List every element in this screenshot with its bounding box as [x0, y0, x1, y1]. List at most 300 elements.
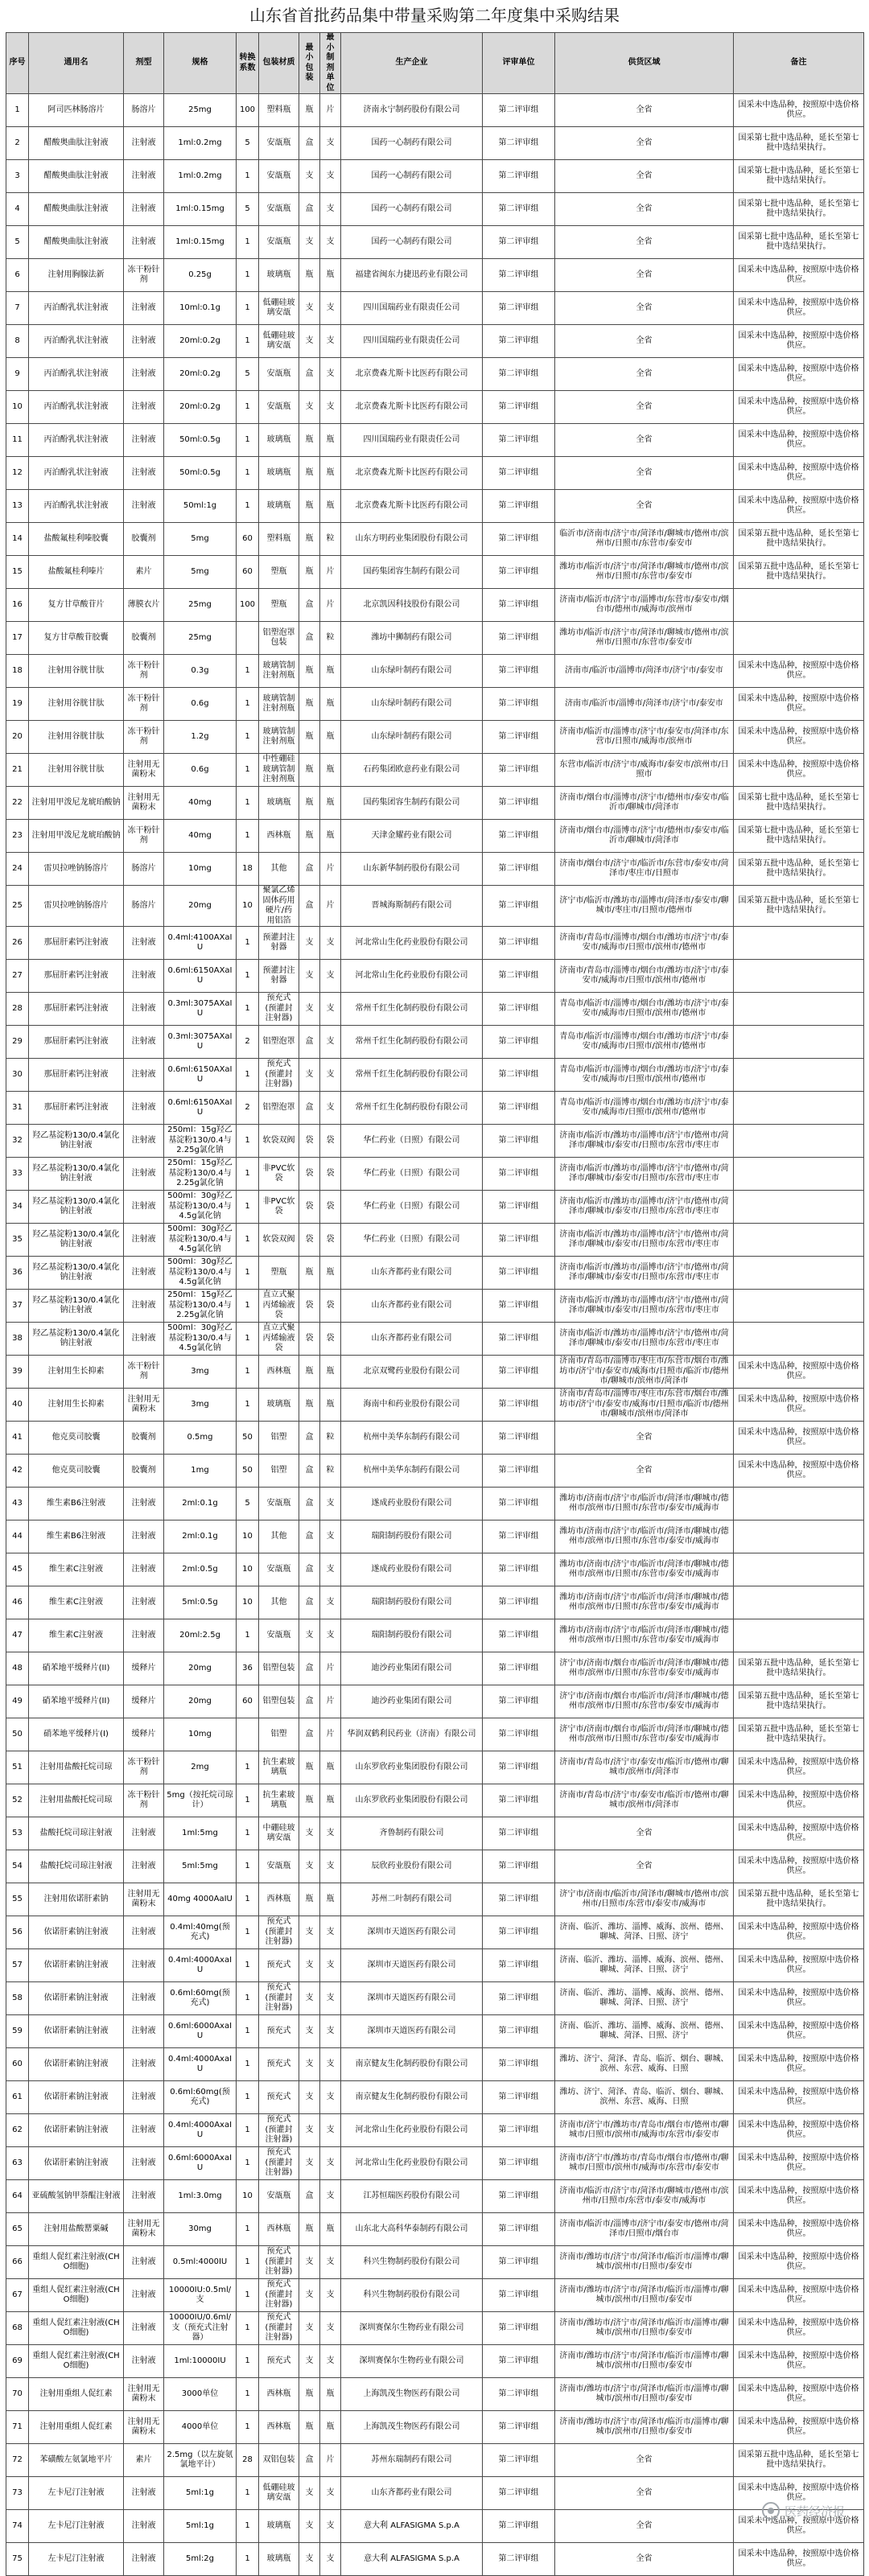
- table-cell: [734, 1257, 864, 1290]
- table-cell: 注射液: [124, 1290, 164, 1323]
- table-cell: 迪沙药业集团有限公司: [341, 1685, 483, 1718]
- table-cell: 维生素C注射液: [29, 1619, 124, 1652]
- table-cell: 注射液: [124, 1949, 164, 1982]
- table-cell: 34: [6, 1191, 29, 1224]
- table-cell: 亚硫酸氢钠甲萘醌注射液: [29, 2180, 124, 2213]
- table-cell: 3mg: [164, 1356, 237, 1389]
- table-cell: 68: [6, 2312, 29, 2345]
- table-cell: 国采未中选品种，按照原中选价格供应。: [734, 424, 864, 457]
- table-cell: 国采未中选品种，按照原中选价格供应。: [734, 2180, 864, 2213]
- table-cell: 瓶: [320, 1751, 341, 1784]
- table-cell: 15: [6, 556, 29, 589]
- table-cell: 第二评审组: [483, 193, 555, 226]
- table-cell: 第二评审组: [483, 556, 555, 589]
- table-cell: 1: [237, 2378, 259, 2411]
- table-cell: 支: [320, 2114, 341, 2147]
- table-row: [6, 259, 864, 292]
- table-cell: 第二评审组: [483, 1290, 555, 1323]
- table-cell: 玻璃管制注射剂瓶: [259, 721, 299, 754]
- table-cell: 支: [320, 127, 341, 160]
- table-cell: 石药集团欧意药业有限公司: [341, 754, 483, 787]
- table-cell: 支: [320, 1026, 341, 1059]
- table-cell: 第二评审组: [483, 721, 555, 754]
- table-cell: 支: [320, 292, 341, 325]
- table-cell: 36: [237, 1652, 259, 1685]
- table-cell: 塑料瓶: [259, 523, 299, 556]
- table-cell: 预灌封注射器: [259, 960, 299, 993]
- table-cell: 上海凯茂生物医药有限公司: [341, 2411, 483, 2444]
- table-header-row: [6, 33, 864, 94]
- table-cell: 5: [237, 127, 259, 160]
- table-cell: 国采未中选品种，按照原中选价格供应。: [734, 688, 864, 721]
- table-cell: 第二评审组: [483, 927, 555, 960]
- table-cell: 20ml:0.2g: [164, 358, 237, 391]
- table-cell: 杭州中美华东制药有限公司: [341, 1422, 483, 1455]
- table-cell: 1: [237, 2411, 259, 2444]
- table-cell: 软袋双阀: [259, 1125, 299, 1158]
- table-cell: 山东齐都药业有限公司: [341, 1323, 483, 1356]
- table-body: [6, 94, 864, 2576]
- table-cell: 低硼硅玻璃安瓿: [259, 292, 299, 325]
- table-cell: 4000单位: [164, 2411, 237, 2444]
- table-cell: 山东齐都药业有限公司: [341, 1290, 483, 1323]
- table-cell: 迪沙药业集团有限公司: [341, 1652, 483, 1685]
- table-cell: 国采未中选品种，按照原中选价格供应。: [734, 2147, 864, 2180]
- table-cell: 济南、临沂、潍坊、淄博、威海、滨州、德州、聊城、菏泽、日照、济宁: [555, 1949, 734, 1982]
- table-cell: 21: [6, 754, 29, 787]
- table-cell: 0.4ml:4000AxaIU: [164, 2114, 237, 2147]
- table-row: [6, 1422, 864, 1455]
- table-cell: 0.6g: [164, 688, 237, 721]
- table-cell: 第二评审组: [483, 886, 555, 927]
- table-cell: 硝苯地平缓释片(II): [29, 1652, 124, 1685]
- table-cell: 软袋双阀: [259, 1224, 299, 1257]
- table-cell: 瓶: [320, 820, 341, 853]
- table-cell: 5: [237, 193, 259, 226]
- table-cell: 40: [6, 1389, 29, 1422]
- table-cell: 第二评审组: [483, 358, 555, 391]
- table-cell: 注射液: [124, 1553, 164, 1586]
- table-cell: 瓶: [320, 1883, 341, 1916]
- table-cell: 35: [6, 1224, 29, 1257]
- table-cell: 铝塑: [259, 1455, 299, 1488]
- table-cell: 1: [237, 1290, 259, 1323]
- table-cell: 第二评审组: [483, 2279, 555, 2312]
- table-cell: 4: [6, 193, 29, 226]
- table-cell: 第二评审组: [483, 688, 555, 721]
- table-cell: 河北常山生化药业股份有限公司: [341, 2114, 483, 2147]
- table-row: [6, 655, 864, 688]
- table-cell: 第二评审组: [483, 2477, 555, 2510]
- table-row: [6, 1619, 864, 1652]
- table-cell: 67: [6, 2279, 29, 2312]
- table-cell: 北京费森尤斯卡比医药有限公司: [341, 391, 483, 424]
- table-cell: 注射液: [124, 2048, 164, 2081]
- table-cell: 支: [320, 1916, 341, 1949]
- table-cell: 第二评审组: [483, 1652, 555, 1685]
- table-cell: 0.6ml:60mg(预充式): [164, 2081, 237, 2114]
- table-cell: 意大利 ALFASIGMA S.p.A: [341, 2510, 483, 2543]
- table-cell: 第二评审组: [483, 2246, 555, 2279]
- table-cell: 第二评审组: [483, 160, 555, 193]
- table-cell: 深圳赛保尔生物药业有限公司: [341, 2345, 483, 2378]
- table-cell: 支: [299, 1059, 320, 1092]
- table-row: [6, 226, 864, 259]
- table-row: [6, 2279, 864, 2312]
- table-cell: 7: [6, 292, 29, 325]
- table-cell: 第二评审组: [483, 1883, 555, 1916]
- table-cell: 山东齐都药业有限公司: [341, 1257, 483, 1290]
- table-cell: 注射液: [124, 325, 164, 358]
- table-row: [6, 2114, 864, 2147]
- table-cell: 玻璃管制注射剂瓶: [259, 655, 299, 688]
- table-cell: 盒: [299, 886, 320, 927]
- table-cell: 济南市/青岛市/淄博市/烟台市/潍坊市/济宁市/泰安市/威海市/日照市/滨州市/德州市: [555, 960, 734, 993]
- table-cell: 国采第五批中选品种，延长至第七批中选结果执行。: [734, 886, 864, 927]
- table-cell: 袋: [320, 1125, 341, 1158]
- table-cell: 20mg: [164, 886, 237, 927]
- table-row: [6, 853, 864, 886]
- table-cell: 安瓿瓶: [259, 1619, 299, 1652]
- table-cell: 塑瓶: [259, 556, 299, 589]
- table-cell: 43: [6, 1488, 29, 1520]
- table-row: [6, 1850, 864, 1883]
- table-cell: 支: [320, 960, 341, 993]
- table-cell: 瓶: [299, 754, 320, 787]
- table-row: [6, 1784, 864, 1817]
- table-cell: 第二评审组: [483, 1586, 555, 1619]
- table-cell: 常州千红生化制药股份有限公司: [341, 993, 483, 1026]
- table-cell: 注射液: [124, 2477, 164, 2510]
- table-cell: 粒: [320, 1455, 341, 1488]
- table-cell: 瓶: [299, 2213, 320, 2246]
- table-row: [6, 688, 864, 721]
- table-cell: 第二评审组: [483, 1323, 555, 1356]
- table-cell: 支: [299, 927, 320, 960]
- table-cell: 济南市/临沂市/潍坊市/淄博市/济宁市/德州市/菏泽市/聊城市/泰安市/日照市/东营市/枣庄市: [555, 1323, 734, 1356]
- table-cell: 0.5ml:4000IU: [164, 2246, 237, 2279]
- table-cell: 1: [237, 226, 259, 259]
- table-cell: 国采未中选品种，按照原中选价格供应。: [734, 1751, 864, 1784]
- table-cell: 支: [320, 2279, 341, 2312]
- table-cell: 1: [237, 1850, 259, 1883]
- table-cell: 塑瓶: [259, 1257, 299, 1290]
- table-cell: 西林瓶: [259, 2213, 299, 2246]
- table-cell: 华仁药业（日照）有限公司: [341, 1224, 483, 1257]
- table-cell: 2: [237, 1092, 259, 1125]
- table-cell: 500ml：30g羟乙基淀粉130/0.4与4.5g氯化钠: [164, 1191, 237, 1224]
- table-cell: 支: [320, 2312, 341, 2345]
- table-cell: 支: [320, 927, 341, 960]
- table-cell: 青岛市/临沂市/淄博市/烟台市/潍坊市/济宁市/泰安市/威海市/日照市/滨州市/德州市: [555, 993, 734, 1026]
- table-cell: 0.6g: [164, 754, 237, 787]
- table-row: [6, 2081, 864, 2114]
- table-cell: 依诺肝素钠注射液: [29, 1982, 124, 2015]
- table-cell: 第二评审组: [483, 655, 555, 688]
- table-cell: 47: [6, 1619, 29, 1652]
- table-cell: 依诺肝素钠注射液: [29, 1916, 124, 1949]
- table-cell: 全省: [555, 2510, 734, 2543]
- table-cell: 第二评审组: [483, 1619, 555, 1652]
- table-cell: 直立式聚丙烯输液袋: [259, 1290, 299, 1323]
- table-cell: 潍坊市/临沂市/济宁市/菏泽市/聊城市/德州市/滨州市/日照市/东营市/泰安市: [555, 556, 734, 589]
- table-cell: 支: [320, 993, 341, 1026]
- table-cell: 冻干粉针剂: [124, 1784, 164, 1817]
- table-row: [6, 2048, 864, 2081]
- table-cell: 山东罗欣药业集团股份有限公司: [341, 1751, 483, 1784]
- table-cell: 袋: [299, 1290, 320, 1323]
- table-cell: 非PVC软袋: [259, 1191, 299, 1224]
- table-cell: 依诺肝素钠注射液: [29, 2114, 124, 2147]
- table-cell: 安瓿瓶: [259, 1553, 299, 1586]
- table-cell: 国采未中选品种，按照原中选价格供应。: [734, 1949, 864, 1982]
- table-cell: 安瓿瓶: [259, 1488, 299, 1520]
- table-row: [6, 787, 864, 820]
- table-cell: 济南市/青岛市/淄博市/枣庄市/东营市/烟台市/潍坊市/济宁市/泰安市/威海市/日照市/临沂市/德州市/聊城市/滨州市/菏泽市: [555, 1389, 734, 1422]
- table-cell: 抗生素玻璃瓶: [259, 1751, 299, 1784]
- table-cell: 1: [237, 2147, 259, 2180]
- table-cell: 45: [6, 1553, 29, 1586]
- table-cell: 国采第七批中选品种，延长至第七批中选结果执行。: [734, 820, 864, 853]
- table-row: [6, 523, 864, 556]
- table-cell: 辰欣药业股份有限公司: [341, 1850, 483, 1883]
- table-cell: 全省: [555, 259, 734, 292]
- table-cell: 支: [299, 1619, 320, 1652]
- table-cell: 国采第五批中选品种，延长至第七批中选结果执行。: [734, 556, 864, 589]
- table-cell: 注射用谷胱甘肽: [29, 754, 124, 787]
- table-row: [6, 2246, 864, 2279]
- table-cell: 支: [320, 2015, 341, 2048]
- table-cell: 注射用无菌粉末: [124, 787, 164, 820]
- table-cell: 潍坊、济宁、菏泽、青岛、临沂、烟台、聊城、滨州、东营、威海、日照: [555, 2081, 734, 2114]
- table-cell: 胶囊剂: [124, 622, 164, 655]
- table-cell: 薄膜衣片: [124, 589, 164, 622]
- table-cell: 支: [299, 1916, 320, 1949]
- table-cell: 全省: [555, 358, 734, 391]
- table-row: [6, 1125, 864, 1158]
- table-cell: 羟乙基淀粉130/0.4氯化钠注射液: [29, 1191, 124, 1224]
- table-cell: 10mg: [164, 853, 237, 886]
- table-cell: 袋: [320, 1323, 341, 1356]
- table-row: [6, 457, 864, 490]
- table-row: [6, 721, 864, 754]
- table-cell: 1: [237, 820, 259, 853]
- table-cell: [734, 1586, 864, 1619]
- table-cell: 5: [237, 358, 259, 391]
- table-cell: 注射液: [124, 292, 164, 325]
- table-cell: 51: [6, 1751, 29, 1784]
- table-cell: 250ml：15g羟乙基淀粉130/0.4与2.25g氯化钠: [164, 1158, 237, 1191]
- table-row: [6, 1356, 864, 1389]
- table-cell: 济宁市/济南市/烟台市/临沂市/菏泽市/聊城市/德州市/滨州市/日照市/东营市/泰安市/威海市: [555, 1718, 734, 1751]
- table-cell: 注射液: [124, 2180, 164, 2213]
- table-cell: 盐酸氟桂利嗪片: [29, 556, 124, 589]
- table-cell: 57: [6, 1949, 29, 1982]
- table-cell: 第二评审组: [483, 292, 555, 325]
- table-cell: 注射用胸腺法新: [29, 259, 124, 292]
- table-cell: 29: [6, 1026, 29, 1059]
- table-cell: 注射液: [124, 1916, 164, 1949]
- table-cell: 注射液: [124, 2345, 164, 2378]
- table-row: [6, 820, 864, 853]
- table-cell: 第二评审组: [483, 993, 555, 1026]
- table-cell: 素片: [124, 2444, 164, 2477]
- col-header: 备注: [734, 33, 864, 94]
- table-cell: 注射液: [124, 1191, 164, 1224]
- table-cell: 铝塑泡罩: [259, 1092, 299, 1125]
- table-cell: 山东新华制药股份有限公司: [341, 853, 483, 886]
- table-cell: 14: [6, 523, 29, 556]
- table-cell: 杭州中美华东制药有限公司: [341, 1455, 483, 1488]
- table-cell: 玻璃瓶: [259, 424, 299, 457]
- table-cell: 全省: [555, 160, 734, 193]
- table-row: [6, 927, 864, 960]
- table-cell: 8: [6, 325, 29, 358]
- table-cell: 片: [320, 853, 341, 886]
- table-cell: 50ml:0.5g: [164, 457, 237, 490]
- table-cell: 直立式聚丙烯输液袋: [259, 1323, 299, 1356]
- table-cell: 瓶: [299, 94, 320, 127]
- table-cell: 国采未中选品种，按照原中选价格供应。: [734, 457, 864, 490]
- table-cell: 铝塑包装: [259, 1652, 299, 1685]
- table-cell: 1: [237, 1224, 259, 1257]
- table-cell: 国采第五批中选品种，延长至第七批中选结果执行。: [734, 1685, 864, 1718]
- table-cell: 5: [6, 226, 29, 259]
- table-cell: 第二评审组: [483, 2114, 555, 2147]
- table-cell: 遂成药业股份有限公司: [341, 1488, 483, 1520]
- table-cell: 国采未中选品种，按照原中选价格供应。: [734, 754, 864, 787]
- table-cell: 国采第七批中选品种，延长至第七批中选结果执行。: [734, 193, 864, 226]
- table-cell: 100: [237, 589, 259, 622]
- table-cell: 国采未中选品种，按照原中选价格供应。: [734, 2213, 864, 2246]
- table-cell: 西林瓶: [259, 2411, 299, 2444]
- table-cell: 第二评审组: [483, 391, 555, 424]
- table-cell: 四川国瑞药业有限责任公司: [341, 325, 483, 358]
- table-cell: 第二评审组: [483, 1784, 555, 1817]
- table-cell: 科兴生物制药股份有限公司: [341, 2279, 483, 2312]
- table-cell: 那屈肝素钙注射液: [29, 1059, 124, 1092]
- table-cell: 国药集团容生制药有限公司: [341, 787, 483, 820]
- table-cell: 20mg: [164, 1685, 237, 1718]
- table-cell: 重组人促红素注射液(CHO细胞): [29, 2279, 124, 2312]
- table-cell: 肠溶片: [124, 886, 164, 927]
- table-cell: 醋酸奥曲肽注射液: [29, 193, 124, 226]
- table-cell: 瓶: [299, 2378, 320, 2411]
- table-cell: 青岛市/临沂市/淄博市/烟台市/潍坊市/济宁市/泰安市/威海市/日照市/滨州市/德州市: [555, 1092, 734, 1125]
- table-cell: 左卡尼汀注射液: [29, 2543, 124, 2576]
- table-cell: 他克莫司胶囊: [29, 1422, 124, 1455]
- table-row: [6, 358, 864, 391]
- table-cell: 56: [6, 1916, 29, 1949]
- table-cell: 国采未中选品种，按照原中选价格供应。: [734, 259, 864, 292]
- table-cell: 青岛市/临沂市/淄博市/烟台市/潍坊市/济宁市/泰安市/威海市/日照市/滨州市/德州市: [555, 1059, 734, 1092]
- table-cell: 支: [320, 1949, 341, 1982]
- table-cell: 注射用无菌粉末: [124, 2411, 164, 2444]
- table-cell: 瓶: [299, 490, 320, 523]
- col-header: 最小制剂单位: [320, 33, 341, 94]
- table-cell: 瓶: [320, 259, 341, 292]
- table-cell: 东营市/临沂市/济宁市/威海市/泰安市/滨州市/日照市: [555, 754, 734, 787]
- table-cell: 支: [320, 2180, 341, 2213]
- table-cell: 1: [237, 2015, 259, 2048]
- table-cell: 支: [299, 160, 320, 193]
- table-cell: 2mg: [164, 1751, 237, 1784]
- table-cell: 瓶: [299, 2411, 320, 2444]
- table-cell: 38: [6, 1323, 29, 1356]
- table-cell: 第二评审组: [483, 523, 555, 556]
- table-cell: 济宁市/济南市/临沂市/菏泽市/聊城市/德州市/滨州市/日照市/东营市/泰安市/威海市: [555, 1883, 734, 1916]
- table-cell: 注射用无菌粉末: [124, 2213, 164, 2246]
- table-cell: 20: [6, 721, 29, 754]
- col-header: 评审单位: [483, 33, 555, 94]
- table-cell: 国采未中选品种，按照原中选价格供应。: [734, 1389, 864, 1422]
- table-cell: 1: [237, 1883, 259, 1916]
- table-cell: 支: [320, 2345, 341, 2378]
- table-cell: 瓶: [320, 721, 341, 754]
- table-cell: 支: [320, 2048, 341, 2081]
- table-cell: 盒: [299, 1520, 320, 1553]
- table-cell: 2: [237, 1026, 259, 1059]
- table-cell: 第二评审组: [483, 820, 555, 853]
- table-cell: 25mg: [164, 622, 237, 655]
- table-cell: 支: [299, 2477, 320, 2510]
- table-cell: 全省: [555, 2444, 734, 2477]
- table-cell: 注射液: [124, 2147, 164, 2180]
- table-cell: 济南市/临沂市/潍坊市/淄博市/济宁市/德州市/菏泽市/聊城市/泰安市/日照市/东营市/枣庄市: [555, 1158, 734, 1191]
- table-cell: [734, 1158, 864, 1191]
- table-cell: 潍坊市/济南市/济宁市/临沂市/菏泽市/聊城市/德州市/滨州市/日照市/东营市/泰安市/威海市: [555, 1553, 734, 1586]
- table-cell: 盐酸托烷司琼注射液: [29, 1817, 124, 1850]
- table-cell: 第二评审组: [483, 226, 555, 259]
- table-cell: 注射用甲泼尼龙琥珀酸钠: [29, 820, 124, 853]
- table-cell: 3mg: [164, 1389, 237, 1422]
- table-cell: 预充式(预灌封注射器): [259, 2312, 299, 2345]
- table-cell: 第二评审组: [483, 1257, 555, 1290]
- table-cell: 支: [320, 1982, 341, 2015]
- table-cell: 盐酸托烷司琼注射液: [29, 1850, 124, 1883]
- table-cell: 1ml:0.2mg: [164, 160, 237, 193]
- table-cell: 注射液: [124, 2312, 164, 2345]
- table-cell: 支: [320, 1850, 341, 1883]
- watermark: [762, 2496, 845, 2525]
- table-cell: 20ml:2.5g: [164, 1619, 237, 1652]
- table-cell: 注射液: [124, 1059, 164, 1092]
- table-row: [6, 1817, 864, 1850]
- table-cell: 注射液: [124, 424, 164, 457]
- table-cell: 注射液: [124, 2279, 164, 2312]
- table-cell: 69: [6, 2345, 29, 2378]
- table-cell: 9: [6, 358, 29, 391]
- table-cell: 注射液: [124, 1619, 164, 1652]
- table-cell: 国采未中选品种，按照原中选价格供应。: [734, 2477, 864, 2510]
- table-row: [6, 993, 864, 1026]
- table-cell: 注射液: [124, 1850, 164, 1883]
- col-header: 包装材质: [259, 33, 299, 94]
- table-cell: 玻璃瓶: [259, 2510, 299, 2543]
- table-cell: 74: [6, 2510, 29, 2543]
- table-cell: [734, 1520, 864, 1553]
- table-cell: 注射用盐酸托烷司琼: [29, 1784, 124, 1817]
- table-cell: 缓释片: [124, 1718, 164, 1751]
- table-cell: 全省: [555, 1850, 734, 1883]
- table-cell: 北京双鹭药业股份有限公司: [341, 1356, 483, 1389]
- table-cell: 盒: [299, 127, 320, 160]
- table-cell: 第二评审组: [483, 1817, 555, 1850]
- table-cell: 注射液: [124, 2246, 164, 2279]
- table-cell: 1: [237, 292, 259, 325]
- table-cell: 1: [237, 2510, 259, 2543]
- table-cell: 左卡尼汀注射液: [29, 2477, 124, 2510]
